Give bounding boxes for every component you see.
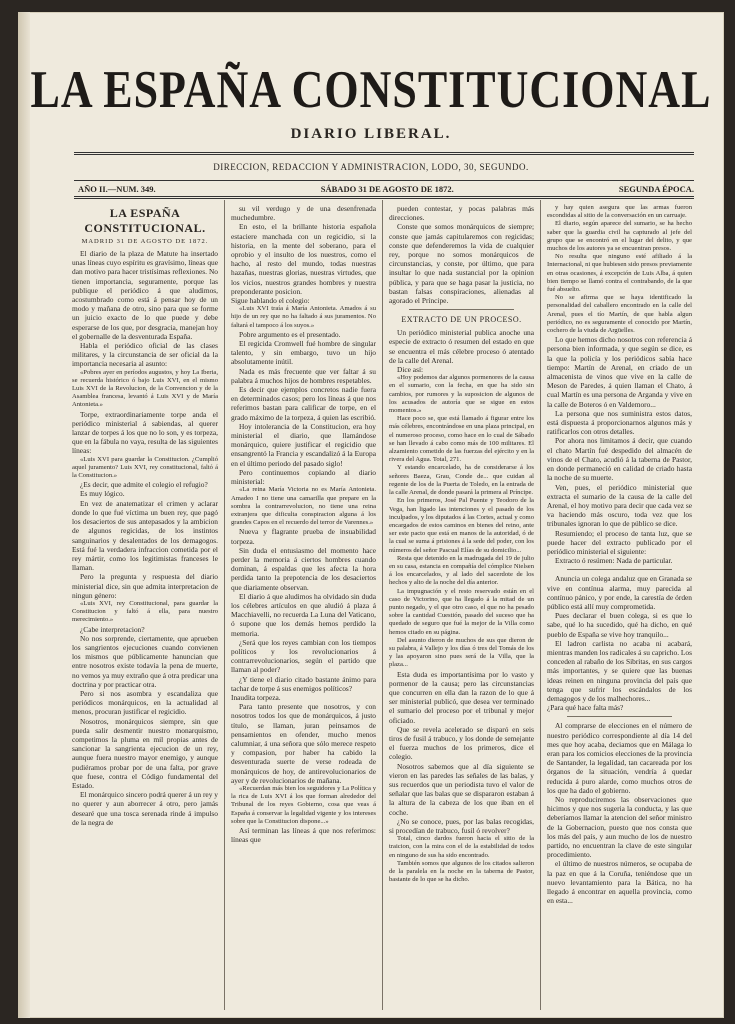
paragraph: Pero continuemos copiando al diario ministerial: xyxy=(231,467,376,487)
paragraph: ¿Y tiene el diario citado bastante ánimo para tachar de torpe á sus enemigos políticos? xyxy=(231,674,376,693)
paragraph: No nos sorprende, ciertamente, que aprueben los sangrientos ejecuciones cuando convienen los mismos que públicamente hanuncian que entre nosotros existe todavía la pena de muerte, no vemos ya muy extraño que á otra predicar una doctrina y por practicar otra. xyxy=(72,633,218,689)
paragraph: Nueva y flagrante prueba de insuabilidad torpeza. xyxy=(231,527,376,546)
paragraph: ¿Cabe interpretacion? xyxy=(80,624,145,634)
paragraph: Habla el periódico oficial de las clases militares, y la circunstancia de ser oficial da la importancia necesaria al asunto: xyxy=(72,341,218,369)
paragraph: Que se revela acelerado se disparó en seis tiros de fusil á trabuco, y los donde de semejante el fuerza muchos de los primeros, dice el colegio. xyxy=(389,724,534,762)
paragraph: Pero si nos asombra y escandaliza que periódicos monárquicos, en la actualidad al menos, procuran justificar el regicidio. xyxy=(72,688,218,717)
paragraph: El monárquico sincero podrá querer á un rey y no querer y aun aborrecer á otro, pero jamás desearé que una tosca serenada rinde á impulso de la negra de xyxy=(72,790,218,827)
quote: «La reina María Victoria no es María Antonieta. Amadeo I no tiene una camarilla que prepare en la sombra la contrarrevolucion, no tiene una reina extranjera que dificulta conspiracion alguna á los grandes Capos en el recuerdo del terror de Varennes.» xyxy=(231,486,376,527)
issue-number: AÑO II.—NUM. 349. xyxy=(78,184,156,194)
quote: «Pobres ayer en períodos augustos, y hoy La Iberia, se recuerda histórico ó bajo Luis XVI, en el mismo Luis XVI de la Revolucion, de la Convencion y de la Asamblea francesa, levantó á Luis XVI y de María Antonieta.» xyxy=(72,368,218,409)
section-title: LA ESPAÑA CONSTITUCIONAL. xyxy=(84,206,206,235)
paragraph: La persona que nos suministra estos datos, está dispuesta á proporcionarnos algunos más y ratificarlos con otros detalles. xyxy=(547,408,692,437)
issue-date: SÁBADO 31 DE AGOSTO DE 1872. xyxy=(320,184,454,194)
address-rule xyxy=(74,180,694,181)
paragraph: Anuncia un colega andaluz que en Granada se vive en contínua alarma, muy parecida al contínuo pánico, y por ende, la carestía de órden público está allí muy comprometida. xyxy=(547,574,692,611)
paragraph: Ven, pues, el periódico ministerial que extracta el sumario de la causa de la calle del Arenal, el hoy motivo para decir que cada vez se va haciendo más oscuro, toda vez que los tribunales ignoran lo que de público se dice. xyxy=(547,482,692,529)
paragraph: Un periódico ministerial publica anoche una especie de extracto ó resumen del estado en que se encuentra el más célebre proceso ó atentado de la calle del Arenal. xyxy=(389,328,534,365)
column-4 xyxy=(540,200,698,1010)
masthead-rule xyxy=(74,152,694,155)
paragraph: Para tanto presente que nosotros, y con nosotros todos los que de monárquicos, á justo título, se llaman, juran peinsamos de pensamientos en ofender, mucho menos calumniar, á una señora que sólo merece respeto y compasion, por haber ha cabido la desventurada suerte de verse rodeada de monárquicos de hoy, de antirevolucionarios de ayer y de revolucionarios de mañana. xyxy=(231,702,376,785)
paragraph: Dice así: xyxy=(397,365,424,375)
quote: Y estando encarcelado, ha de considerarse á los señores Baeza, Grau, Conde de... que cuidan al regente de los de la Puerta de Toledo, en la entrada de la calle Arenal, de donde pasará la primera al Príncipe. xyxy=(389,464,534,497)
paragraph: No reproduciremos las observaciones que hicimos y que nos sugeria la conducta, y las que deberíamos llamar la atencion del señor ministro de la Gobernacion, puesto que nos consta que los más del país, y aun mucho de los de nuestro partido, no encuentran la clave de este singular procedimiento. xyxy=(547,795,692,860)
paragraph: Esta duda es importantísima por lo vasto y pormenor de la causa; pero las circunstancias que concurren en ella dan la razon de lo que á ser ministerial publicó, que desea ver terminado el sumario del proceso por el tribunal y mejor oficiado. xyxy=(389,669,534,725)
dateline-rule xyxy=(74,196,694,199)
divider xyxy=(567,716,672,717)
paragraph: Es decir que ejemplos concretos nadie fuera en determinados casos; pero los líneas á que nos referimos bastan para calificar de torpe, en el grado máximo de la torpeza, á quien las escribió. xyxy=(231,385,376,422)
paragraph: Conste que somos monárquicos de siempre; conste que jamás capitularemos con regicidas; conste que defenderemos la vida de cualquier rey, porque no somos monárquicos de circunstancias, y conste, por último, que para insultar lo que nada sustancial por la opinion pública, y para que se haga pasar la justicia, no bastan falsas conspiraciones, alienadas al agorado el Príncipe. xyxy=(389,222,534,306)
article-heading: EXTRACTO DE UN PROCESO. xyxy=(401,315,522,325)
column-1 xyxy=(66,200,224,1010)
paragraph: ¿Será que los reyes cambian con los tiempos políticos y los revolucionarios á contrarrevolucionarios, según el partido que llaman al poder? xyxy=(231,637,376,675)
paragraph: Al comprarse de elecciones en el número de nuestro periódico correspondiente al día 14 del mes que hoy acaba, deciamos que en Málaga lo eran para los comicios elecciones de la provincia de Santander, la legalidad, tan cacareada por los órganos de la situación, vendría á quedar reducida á puro alarde, como muchos otros de los que ha dado el gobierno. xyxy=(547,721,692,795)
paragraph: En vez de anatematizar el crimen y aclarar donde lo que fué víctima un buen rey, que pagó los desaciertos de sus antepasados y la ambicion de algunos regicidas, de los instintos sanguinarios y desalentados de los demagogos. Está fué la verdadera infraccion cometida por el rey mártir, como los legitimistas franceses le llaman. xyxy=(72,498,218,573)
quote: También somos que algunos de los citados salieron de la paralela en la noche en la taberna de Pastor, bastante de lo que se ha dicho. xyxy=(389,859,534,884)
paragraph: Pues declarar el buen colega, si es que lo sabe, qué lo ha sucedido, qué ha dicho, en qué pueblo de España se vive hoy tranquilo... xyxy=(547,611,692,639)
quote: En los primeros, José Pal Puente y Teodoro de la Vega, han ligado las intenciones y el pasado de los inculpados, y los diputados á las Cortes, actual y como encargados de estos caminos en bienes del reino, ante ser este pacto que está en manos de la autoridad, ó de la cual se suma á prisiones á la sede del poder, con los números del señor Pascual Elías de su domicilio... xyxy=(389,497,534,554)
quote: No resulta que ninguno esté afiliado á la Internacional, ni que hubiesen sido presos previamente en otras ocasiones, á excepción de Luis Alba, á quien bien tiempo se llamó contra el contrabando, de la que fué absuelto. xyxy=(547,253,692,294)
paragraph: Torpe, extraordinariamente torpe anda el periódico ministerial á sabiendas, al querer lanzar de torpes á los que no lo son, y es torpeza, que en la fábula no vaya, resulta de las siguientes líneas: xyxy=(72,409,218,456)
divider xyxy=(409,309,514,310)
paragraph: Por ahora nos limitamos á decir, que cuando el chato Martín fué despedido del almacén de vinos de el Chato, acudió á la taberna de Pastor, en donde permaneció en calidad de criado hasta la noche de su muerte. xyxy=(547,436,692,483)
quote: Resta que detenido en la madrugada del 19 de julio en su casa, estancia en compañía del cómplice Nielsen á los encarcelados, y al lado del sacerdote de los hechos y alto de la noche del día anterior. xyxy=(389,554,534,587)
quote: y hay quien asegura que las armas fueron escondidas al sitio de la conversación en un carruaje. xyxy=(547,204,692,220)
paragraph: El ladron carlista no acaba ni acabará, mientras manden los radicales á su capricho. Los conceden al rabaño de los Sibritas, en sus cargos más importantes, y se quiere que las buenas ideas reinen en ninguna provincia del país que tenga que sufrir los escándalos de los demagogos y de los malhechores... xyxy=(547,638,692,703)
quote: Hace poco se, que está llamado á figurar entre los más célebres, encontrándose en una plaza principal, en el numeroso proceso, como hace en lo cual de Sábado se han llevado á cabo como más de 100 militares. El alzamiento cometido de las fuerzas del ejército y en la rivera del Agua. Total, 271. xyxy=(389,415,534,464)
paragraph: El diario á que aludimos ha olvidado sin duda los célebres artículos en que aludió á plaza á Macchiavelli, no recuerda La Luna del Vaticano, ó supone que los demás hemos perdido la memoria. xyxy=(231,591,376,638)
quote: La impugnación y el resto reservado están en el caso de Victorino, que ha llegado á la mitad de un punto negado, y el que otro caso, el que no ha pesado sobre la cantidad Cuestión, pasado del suceso que ha quedado de seguro que fué la mejor de la Villa como hemos citado en su página. xyxy=(389,587,534,636)
quote: Total, cinco dardos fueron hacia el sitio de la traicion, con la mira con el de la estabilidad de todos en ninguno de sus ha sido encontrado. xyxy=(389,835,534,859)
masthead-title: LA ESPAÑA CONSTITUCIONAL xyxy=(30,60,712,119)
section-date: MADRID 31 DE AGOSTO DE 1872. xyxy=(81,238,209,245)
paragraph: Lo que hemos dicho nosotros con referencia á persona bien informada, y que según se dice, es la que la policía y los periódicos sabía hace tiempo: Martín de Arenal, en criado de un almacenista de vinos que vive en la calle de Meson de Paredes, á quien llaman el Chato, á cual Martín es una persona de Arganda y vive en la calle de Boteros ó en Valdemoro... xyxy=(547,335,692,409)
paragraph: Extracto ó resúmen: Nada de particular. xyxy=(555,556,673,566)
quote: «Luis XVI para guardar la Constitucion. ¿Cumplió aquel juramento? Luis XVI, rey constitucional, faltó á la Constitucion.» xyxy=(72,455,218,480)
quote: «Luis XVI, rey Constitucional, para guardar la Constitucion y faltó á ella, para nuestro merecimiento.» xyxy=(72,599,218,624)
paragraph: Sigue hablando el colegio: xyxy=(231,296,310,306)
quote: «Recuerdan más bien los seguidores y La Política y la rica de Luis XVI á los que forman alrededor del Tribunal de los reyes Gobierno, cosa que veas á España á conservar la legalidad vigente y los intereses sobre que la Constitucion dispone...» xyxy=(231,785,376,825)
quote: «Hoy podemos dar algunos pormenores de la causa en el sumario, con la fecha, en que ha sido sin cambios, por rumores y la suposicion de algunos de los acusados de autoría que se sigue en estos momentos.» xyxy=(389,374,534,415)
quote: «Luis XVI traía á María Antonieta. Amados á su hijo de un rey que no ha faltado á sus juramentos. No faltará el tampoco á los suyos.» xyxy=(231,305,376,329)
paragraph: Pobre argumento es el presentado. xyxy=(239,329,341,339)
paragraph: Inaudita torpeza. xyxy=(231,692,281,702)
paragraph: Nosotros, monárquicos siempre, sin que pueda salir desmentir nuestro monarquismo, competimos la pluma en mil propias antes de sancionar la sangrienta ejecucion de un rey, aunque fuera nuestro mayor enemigo, y aunque pudiéramos probar por de una falta, por grave que fuese, contra el Código fundamental del Estado. xyxy=(72,716,218,790)
article-columns xyxy=(66,200,698,1010)
newspaper-page xyxy=(18,12,724,1018)
paragraph: Nada es más frecuente que ver faltar á su palabra á muchos hijos de hombres respetables. xyxy=(231,366,376,385)
paragraph: pueden contestar, y pocas palabras más direcciones. xyxy=(389,204,534,223)
paragraph: El regicida Cromwell fué hombre de singular talento, y sin embargo, tuvo un hijo absolutamente inútil. xyxy=(231,339,376,367)
divider xyxy=(567,569,672,570)
quote: Del asunto dieron de muchos de sus que dieron de su palabra, á Vallejo y los días ó tres del Tomás de los y las apoyaron sino pues será de la Villa, que la plaza... xyxy=(389,636,534,669)
masthead-address: DIRECCION, REDACCION Y ADMINISTRACION, LODO, 30, SEGUNDO. xyxy=(213,162,529,172)
paragraph: Así terminan las líneas á que nos referimos: líneas que xyxy=(231,826,376,845)
paragraph: Nosotros sabemos que al día siguiente se vieron en las paredes las señales de las balas, y sus recuerdos que un periodista tuvo el valor de señalar que las balas que se dispararon estaban á la altura de la cabeza de los que iban en el coche. xyxy=(389,761,534,817)
paragraph: Pero la pregunta y respuesta del diario ministerial dice, sin que admita interpretacion de ningun género: xyxy=(72,572,218,600)
quote: El diario, según aparece del sumario, se ha hecho saber que la guardia civil ha capturado al jefe del grupo que se encontró en el lugar del delito, y que muchos de los autores ya se encuentran presos. xyxy=(547,220,692,253)
dateline xyxy=(78,184,694,194)
paragraph: Resumiendo; el proceso de tanta luz, que se puede hacer del extracto publicado por el periódico ministerial el siguiente: xyxy=(547,528,692,556)
paragraph: Hoy intolerancia de la Constitucion, era hoy ministerial el diario, que llamándose monárquico, quiere justificar el regicidio que ensangrentó la Francia y escandalizó á la Europa en el último periodo del pasado siglo! xyxy=(231,421,376,468)
paragraph: su vil verdugo y de una desenfrenada muchedumbre. xyxy=(231,204,376,223)
column-2 xyxy=(224,200,382,1010)
quote: No se afirma que se haya identificado la personalidad del caballero encontrado en la calle del Arenal, pues el tío Martín, de que habla algun periódico, no es seguramente el conocido por Martín, cochero de la viuda de Argüelles. xyxy=(547,294,692,335)
paragraph: Sin duda el entusiasmo del momento hace perder la memoria á ciertos hombres cuando dominan, á espaldas que les afecta la hora perdida tanto la prepotencia de los desaciertos que diariamente observan. xyxy=(231,545,376,592)
paragraph: Es muy lógico. xyxy=(80,489,125,499)
masthead-subtitle: DIARIO LIBERAL. xyxy=(290,126,452,142)
paragraph: ¿No se conoce, pues, por las balas recogidas, si procedían de trabuco, fusil ó revolver? xyxy=(389,816,534,836)
paragraph: En esto, el la brillante historia española estaciere manchada con un regicidio, si la historia, en la mente del soberano, para el oprobio y el insulto de los nuestros, como el hacho, al resto del mundo, todas nuestras hazañas, nuestras glorias, nuestras virtudes, que los vicios, nuestros grandes hombres y nuestra preponderante posicion. xyxy=(231,222,376,296)
paragraph: el último de nuestros números, se ocupaba de la paz en que á la Coruña, teniéndose que un nuevo levantamiento para la Bática, no ha llegado á encontrar en aquella provincia, como en esta... xyxy=(547,859,692,906)
paragraph: ¿Es decir, que admite el colegio el refugio? xyxy=(80,480,208,490)
column-3 xyxy=(382,200,540,1010)
issue-epoch: SEGUNDA ÉPOCA. xyxy=(618,184,694,194)
paragraph: ¿Para qué hace falta más? xyxy=(547,703,624,713)
paragraph: El diario de la plaza de Matute ha insertado unas líneas cuyo espíritu es gravísimo, líneas que dan motivo para hacer tristísimas reflexiones. No tienen importancia, seguramente, porque las publique el periódico á que aludimos, acostumbrado como está á pensar hoy de un modo y mañana de otro, sino para que se forme un juicio exacto de lo que puede y debe esperarse de los que, por desgracia, manejan hoy el gobernalle de la desventurada España. xyxy=(72,249,218,341)
